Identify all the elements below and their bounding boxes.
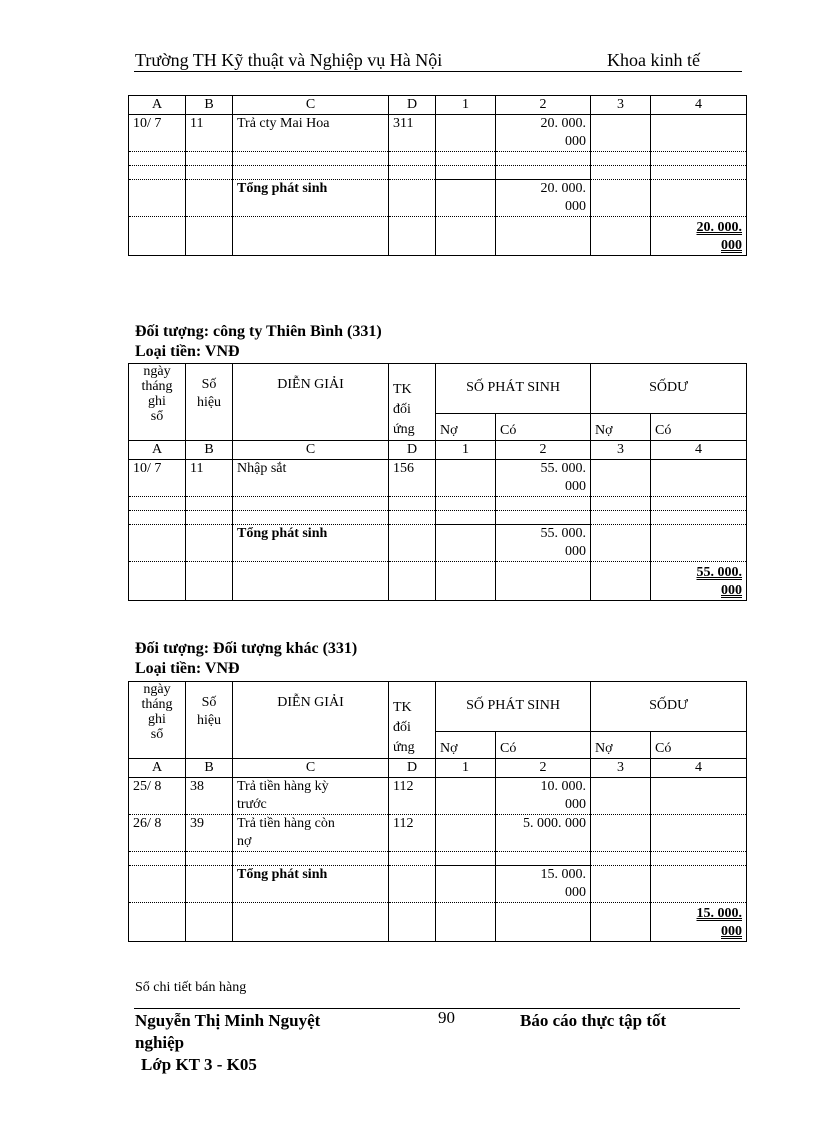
col-letter: C: [233, 96, 389, 115]
balance-row: [129, 217, 747, 256]
col-letter: A: [129, 96, 186, 115]
doc-number-header: Số hiệu: [186, 364, 233, 441]
header-row: [129, 364, 747, 414]
col-letter: 4: [651, 96, 747, 115]
doc-number-cell: 39: [186, 815, 233, 852]
total-row: [129, 180, 747, 217]
ledger-table-2: [128, 363, 747, 601]
arising-header: SỐ PHÁT SINH: [436, 364, 591, 414]
balance-debit-header: Nợ: [591, 731, 651, 758]
account-cell: 311: [389, 115, 436, 152]
total-credit-cell: 15. 000. 000: [496, 866, 591, 903]
footer-rule: [134, 1008, 740, 1009]
school-name: Trường TH Kỹ thuật và Nghiệp vụ Hà Nội: [135, 50, 443, 70]
page-number: 90: [438, 1008, 455, 1027]
class-label: Lớp KT 3 - K05: [141, 1055, 257, 1074]
account-cell: 112: [389, 815, 436, 852]
column-letter-row: A B C D 1 2 3 4: [129, 759, 747, 778]
credit-cell: 55. 000. 000: [496, 460, 591, 497]
balance-credit-cell: 55. 000. 000: [651, 562, 747, 601]
table-row: [129, 460, 747, 497]
total-row: [129, 525, 747, 562]
account-cell: 156: [389, 460, 436, 497]
description-cell: Nhập sắt: [233, 460, 389, 497]
credit-cell: 20. 000. 000: [496, 115, 591, 152]
balance-credit-cell: 15. 000. 000: [651, 903, 747, 942]
report-title: Báo cáo thực tập tốt: [520, 1011, 667, 1030]
date-cell: 26/ 8: [129, 815, 186, 852]
total-row: [129, 866, 747, 903]
department-name: Khoa kinh tế: [607, 50, 700, 70]
total-credit-cell: 20. 000. 000: [496, 180, 591, 217]
total-credit-cell: 55. 000. 000: [496, 525, 591, 562]
balance-debit-header: Nợ: [591, 413, 651, 440]
balance-credit-header: Có: [651, 413, 747, 440]
balance-header: SỐDƯ: [591, 364, 747, 414]
header-rule: [134, 71, 742, 72]
credit-header: Có: [496, 731, 591, 758]
description-header: DIỄN GIẢI: [233, 682, 389, 759]
doc-number-header: Số hiệu: [186, 682, 233, 759]
col-letter: 3: [591, 96, 651, 115]
credit-header: Có: [496, 413, 591, 440]
author-name: Nguyễn Thị Minh Nguyệt: [135, 1011, 321, 1030]
column-letter-row: A B C D 1 2 3 4: [129, 441, 747, 460]
doc-number-cell: 38: [186, 778, 233, 815]
debit-header: Nợ: [436, 413, 496, 440]
col-letter: 1: [436, 96, 496, 115]
total-label: Tổng phát sinh: [233, 180, 389, 217]
total-label: Tổng phát sinh: [233, 525, 389, 562]
doc-number-cell: 11: [186, 460, 233, 497]
section-title: Đối tượng: công ty Thiên Bình (331): [135, 323, 382, 340]
note-text: Sổ chi tiết bán hàng: [135, 980, 247, 995]
date-cell: 25/ 8: [129, 778, 186, 815]
doc-number-cell: 11: [186, 115, 233, 152]
column-letter-row: [129, 96, 747, 115]
header-row: [129, 682, 747, 732]
total-label: Tổng phát sinh: [233, 866, 389, 903]
balance-row: [129, 562, 747, 601]
credit-cell: 10. 000. 000: [496, 778, 591, 815]
table-row: [129, 115, 747, 152]
report-title-cont: nghiệp: [135, 1033, 185, 1052]
description-cell: Trả cty Mai Hoa: [233, 115, 389, 152]
balance-credit-header: Có: [651, 731, 747, 758]
description-cell: Trả tiền hàng kỳ trước: [233, 778, 389, 815]
date-cell: 10/ 7: [129, 115, 186, 152]
arising-header: SỐ PHÁT SINH: [436, 682, 591, 732]
date-header: ngày tháng ghi sổ: [129, 364, 186, 441]
balance-header: SỐDƯ: [591, 682, 747, 732]
description-cell: Trả tiền hàng còn nợ: [233, 815, 389, 852]
credit-cell: 5. 000. 000: [496, 815, 591, 852]
balance-row: [129, 903, 747, 942]
section-title: Đối tượng: Đối tượng khác (331): [135, 640, 358, 657]
col-letter: B: [186, 96, 233, 115]
debit-header: Nợ: [436, 731, 496, 758]
ledger-table-1: [128, 95, 747, 256]
col-letter: 2: [496, 96, 591, 115]
account-cell: 112: [389, 778, 436, 815]
account-header: TK đối ứng: [389, 364, 436, 441]
currency-label: Loại tiền: VNĐ: [135, 343, 240, 360]
table-row: [129, 778, 747, 815]
balance-credit-cell: 20. 000. 000: [651, 217, 747, 256]
ledger-table-3: [128, 681, 747, 942]
description-header: DIỄN GIẢI: [233, 364, 389, 441]
currency-label: Loại tiền: VNĐ: [135, 660, 240, 677]
col-letter: D: [389, 96, 436, 115]
date-cell: 10/ 7: [129, 460, 186, 497]
date-header: ngày tháng ghi sổ: [129, 682, 186, 759]
account-header: TK đối ứng: [389, 682, 436, 759]
table-row: [129, 815, 747, 852]
